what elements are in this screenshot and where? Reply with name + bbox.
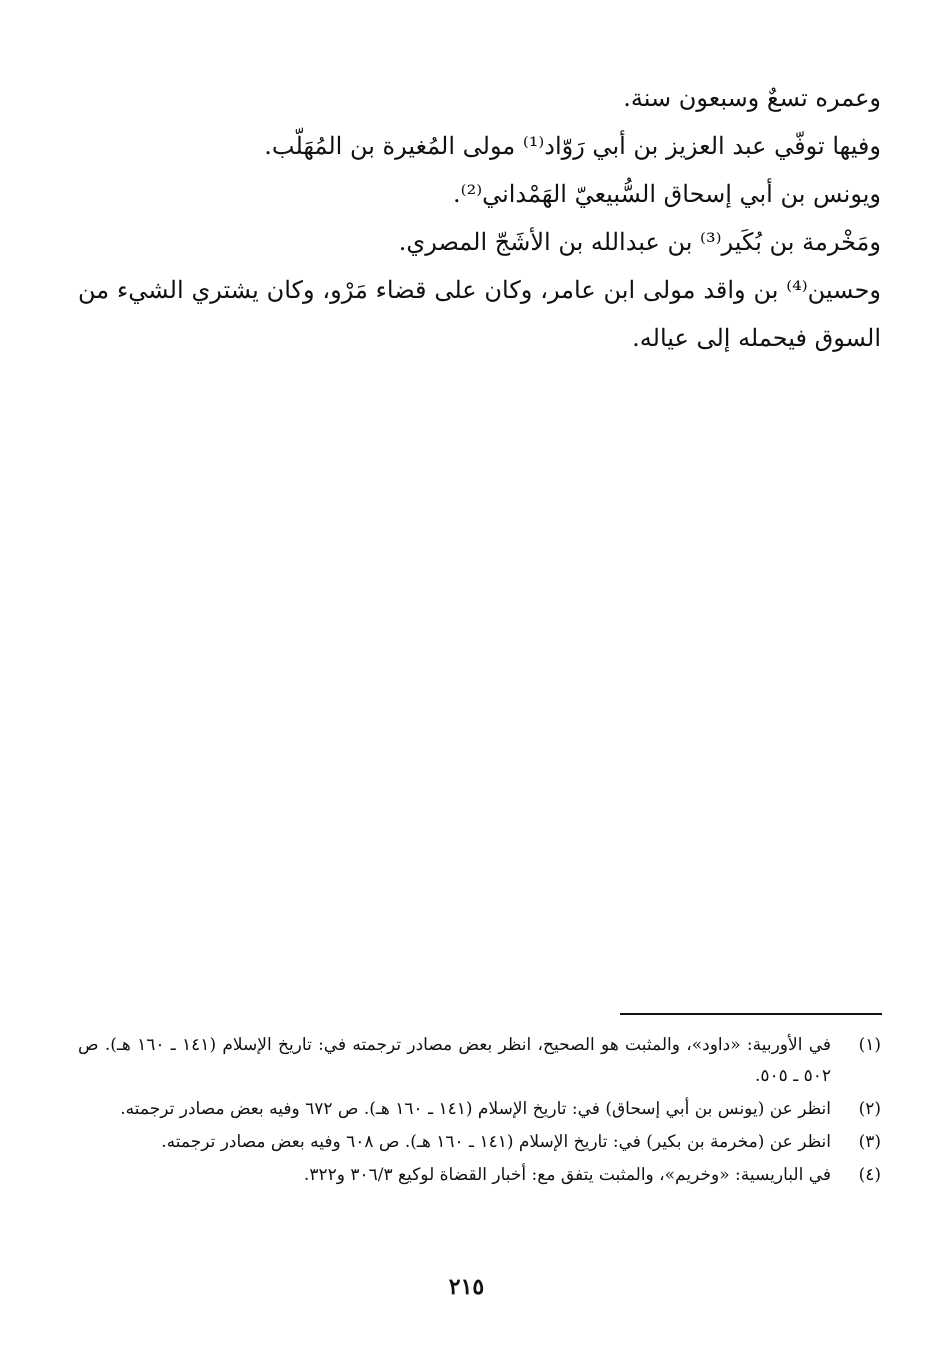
footnote-number: (١): [858, 1035, 881, 1055]
paragraph-makhrama: ومَخْرمة بن بُكَير⁽³⁾ بن عبدالله بن الأشَجّ المصري.: [398, 228, 881, 256]
paragraph-age: وعمره تسعٌ وسبعون سنة.: [623, 84, 881, 112]
footnote-text: انظر عن (يونس بن أبي إسحاق) في: تاريخ الإسلام (١٤١ ـ ١٦٠ هـ). ص ٦٧٢ وفيه بعض مصادر ترجمته.: [120, 1099, 831, 1119]
footnote-text: في الأوربية: «داود»، والمثبت هو الصحيح، انظر بعض مصادر ترجمته في: تاريخ الإسلام (١٤١ ـ ١٦٠ هـ). ص ٥٠٢ ـ ٥٠٥.: [78, 1035, 831, 1086]
footnote-number: (٣): [858, 1132, 881, 1152]
footnote-4: [78, 1160, 881, 1191]
paragraph-yunus: ويونس بن أبي إسحاق السُّبيعيّ الهَمْداني⁽²⁾.: [453, 180, 881, 208]
footnote-1: [78, 1030, 881, 1092]
footnote-number: (٤): [858, 1165, 881, 1185]
footnote-3: [78, 1127, 881, 1158]
paragraph-husayn: وحسين⁽⁴⁾ بن واقد مولى ابن عامر، وكان على قضاء مَرْو، وكان يشتري الشيء من السوق فيحمله إلى عياله.: [78, 276, 881, 352]
footnote-number: (٢): [858, 1099, 881, 1119]
paragraph-abdulaziz: وفيها توفّي عبد العزيز بن أبي رَوّاد⁽¹⁾ مولى المُغيرة بن المُهَلّب.: [264, 132, 881, 160]
footnote-text: في الباريسية: «وخريم»، والمثبت يتفق مع: أخبار القضاة لوكيع ٣٠٦/٣ و٣٢٢.: [303, 1165, 831, 1185]
footnotes: [78, 1030, 881, 1193]
footnote-text: انظر عن (مخرمة بن بكير) في: تاريخ الإسلام (١٤١ ـ ١٦٠ هـ). ص ٦٠٨ وفيه بعض مصادر ترجمته.: [161, 1132, 831, 1152]
main-text: [78, 74, 881, 362]
footnote-separator: [620, 1013, 882, 1015]
footnote-2: [78, 1094, 881, 1125]
page-number: ٢١٥: [448, 1274, 485, 1300]
